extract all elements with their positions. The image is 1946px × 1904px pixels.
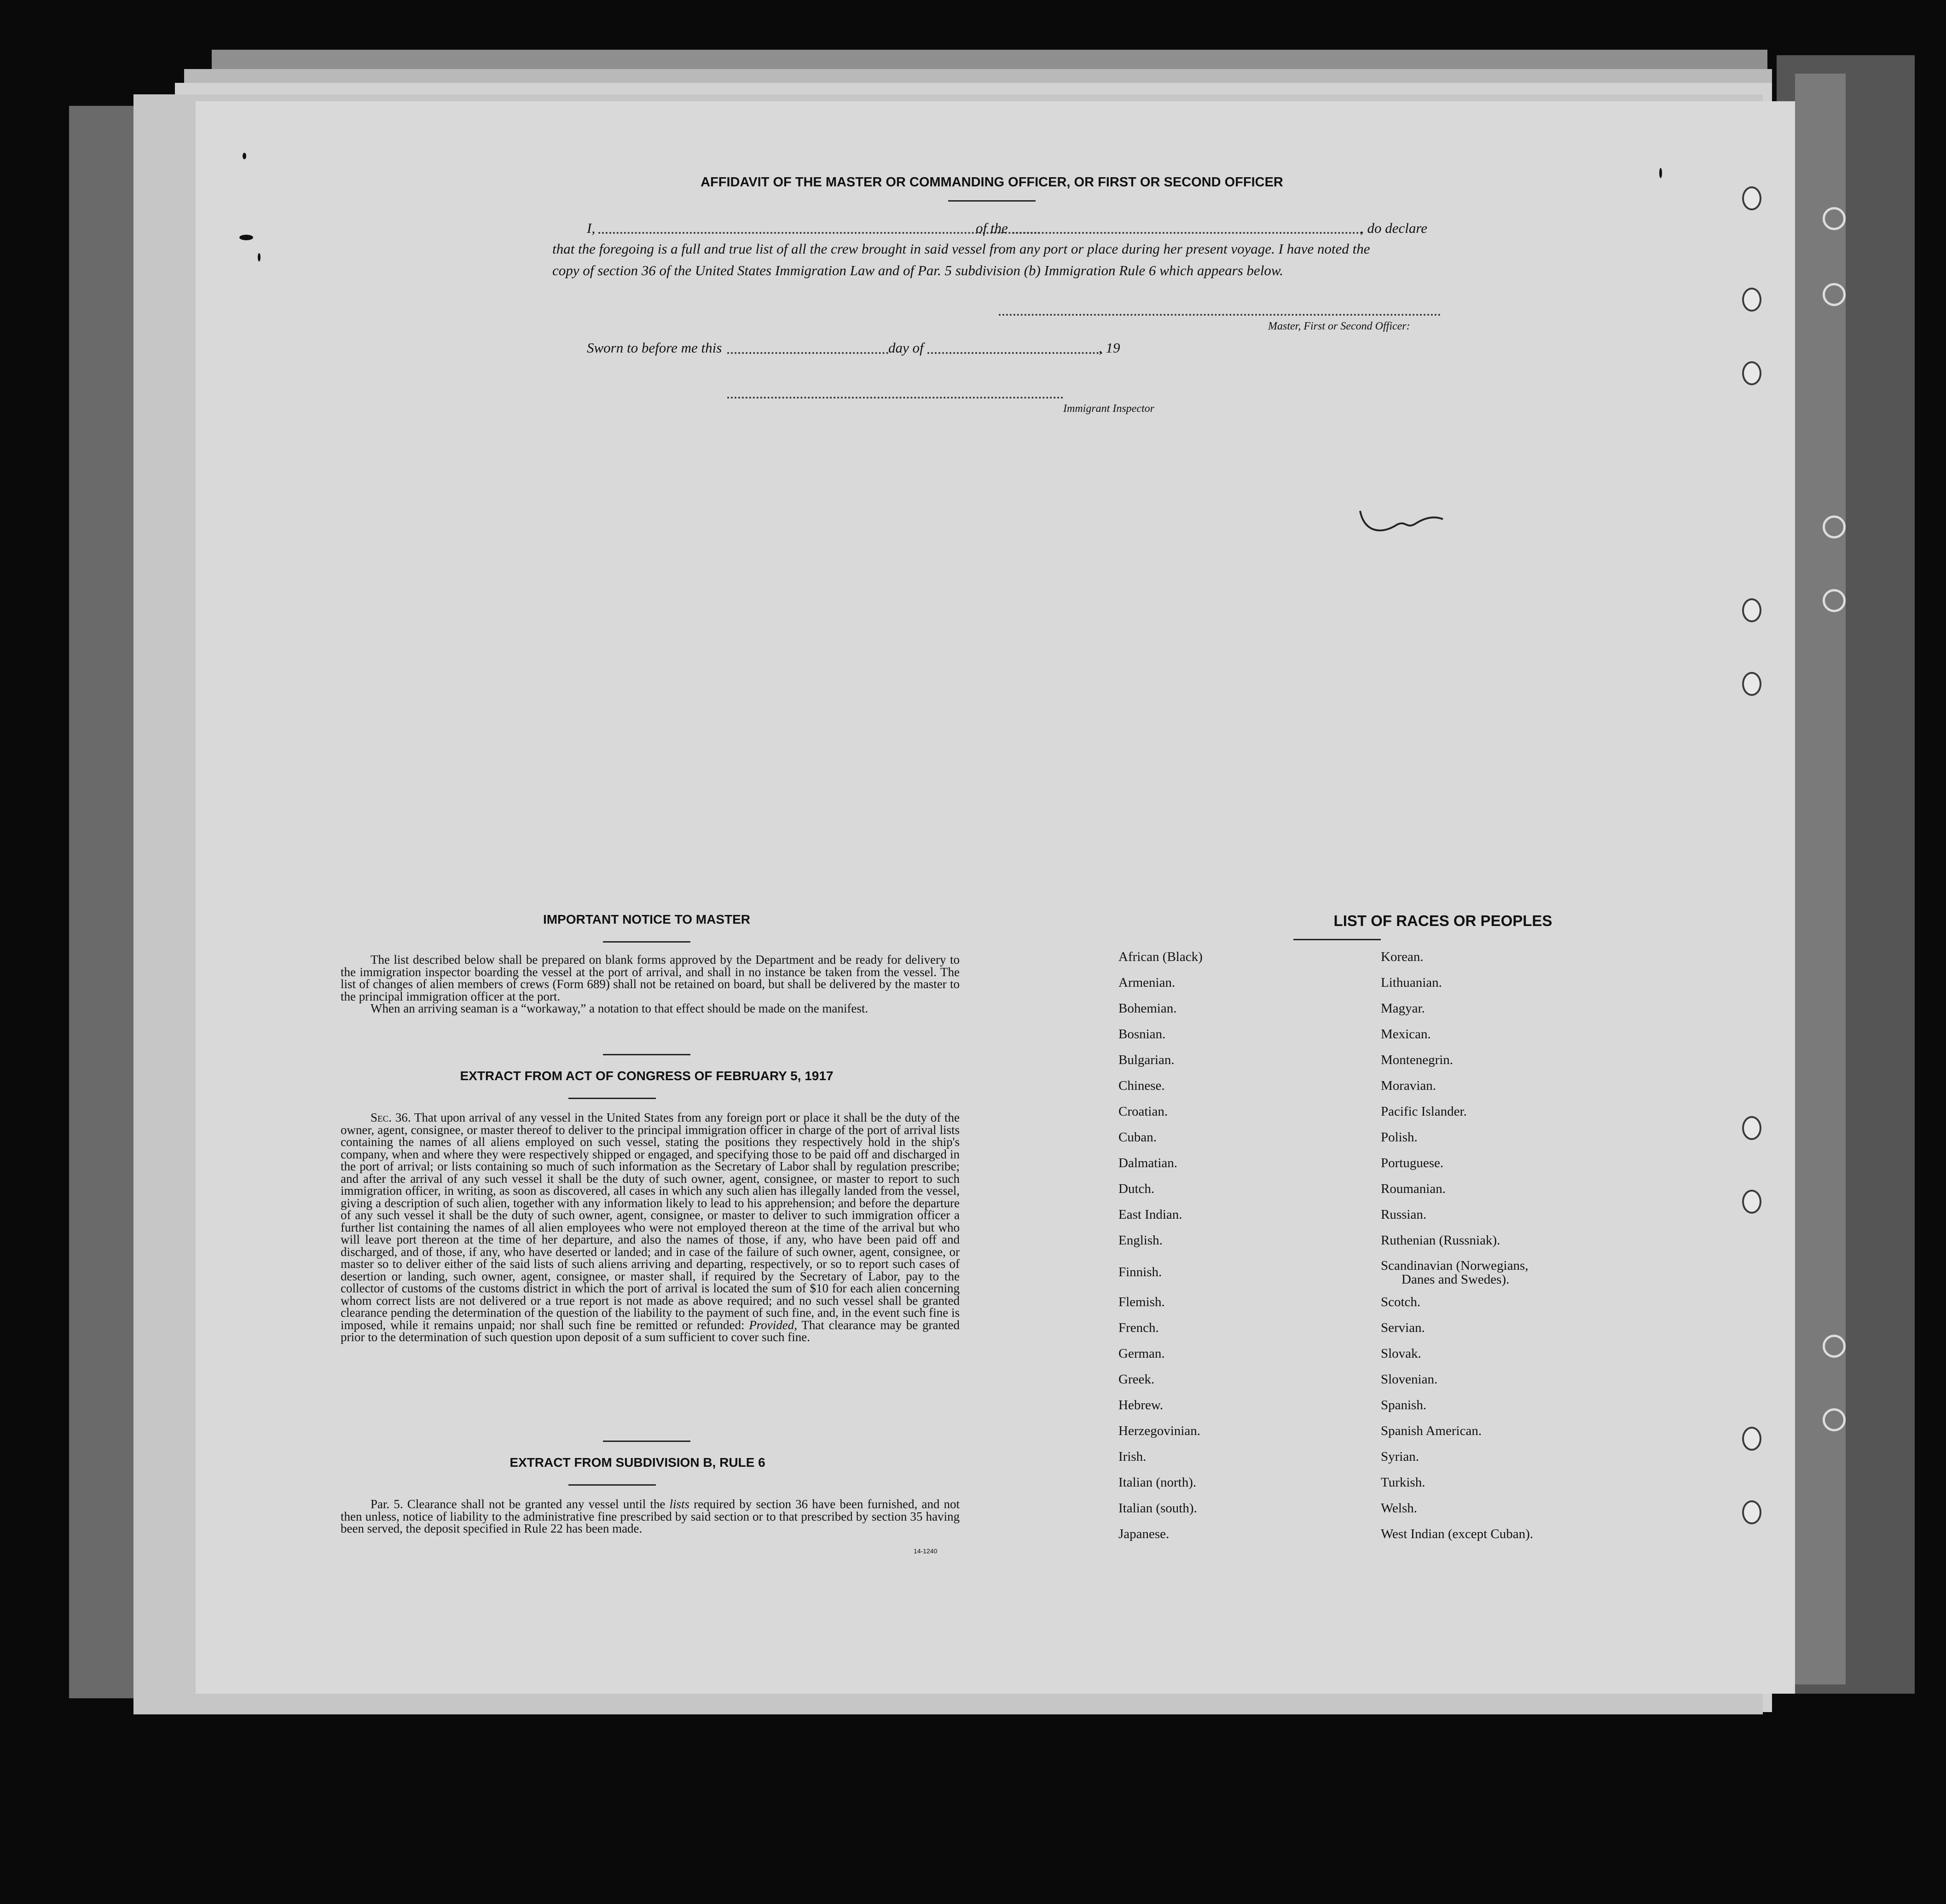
race-item-label: Scandinavian (Norwegians, [1381,1258,1529,1273]
race-item: Flemish. [1118,1295,1165,1309]
master-signature-caption: Master, First or Second Officer: [1268,320,1410,332]
inspector-signature-line[interactable] [727,397,1063,399]
race-item: West Indian (except Cuban). [1381,1527,1534,1541]
lists-word: lists [669,1497,690,1511]
race-item: Spanish. [1381,1398,1427,1412]
race-item: Japanese. [1118,1527,1170,1541]
notice-text [341,954,960,1015]
race-item-label-cont: Danes and Swedes). [1402,1272,1510,1287]
race-item: Bosnian. [1118,1027,1166,1042]
stray-mark [243,153,246,159]
binder-hole [1823,589,1846,612]
race-item: Roumanian. [1381,1181,1446,1196]
sworn-year: , 19 [1099,340,1120,356]
notice-title: IMPORTANT NOTICE TO MASTER [543,912,751,926]
race-item: Ruthenian (Russniak). [1381,1233,1500,1248]
punch-hole [1742,598,1761,622]
affidavit-title: AFFIDAVIT OF THE MASTER OR COMMANDING OFFICER, OR FIRST OR SECOND OFFICER [701,175,1283,190]
race-item [1118,1259,1358,1295]
race-item: German. [1118,1346,1165,1361]
race-item: Hebrew. [1118,1398,1164,1412]
binder-hole [1823,515,1846,538]
rule-6-body-start: Par. 5. Clearance shall not be granted any vessel until the [371,1497,666,1511]
race-item: African (Black) [1118,949,1203,964]
act-top-divider [603,1054,690,1055]
binder-hole [1823,1335,1846,1358]
races-right-column [1381,949,1657,1552]
sworn-day-blank[interactable] [727,352,888,354]
race-item-label: Finnish. [1118,1265,1162,1279]
binder-hole [1823,1408,1846,1431]
section-36-text [341,1111,960,1343]
act-divider [568,1098,656,1099]
race-item: Turkish. [1381,1475,1425,1490]
race-item: Scotch. [1381,1295,1421,1309]
race-item: Pacific Islander. [1381,1104,1467,1119]
affidavit-i-label: I, [587,220,596,236]
race-item: Cuban. [1118,1130,1157,1145]
rule-top-divider [603,1441,690,1442]
section-36-body: That upon arrival of any vessel in the United States from any foreign port or place it shall be the duty of the owner, agent, consignee, or master thereof to deliver to the principal immigration officer in charge of the port of arrival lists containing the names of all aliens employed on such vessel, stating the positions they respectively hold in the ship's company, when and where they were respectively shipped or engaged, and specifying those to be paid off and discharged in the port of arrival; or lists containing so much of such information as the Secretary of Labor shall by regulation prescribe; and after the arrival of any such vessel it shall be the duty of such owner, agent, consignee, or master to report to such immigration officer, in writing, as soon as discovered, all cases in which any such alien has illegally landed from the vessel, giving a description of such alien, together with any information likely to lead to his apprehension; and before the departure of any such vessel it shall be the duty of such owner, agent, consignee, or master to deliver to such immigration officer a further list containing the names of all alien employees who were not employed thereon at the time of the arrival but who will leave port thereon at the time of her departure, and also the names of those, if any, who have been paid off and discharged, and of those, if any, who have deserted or landed; and in case of the failure of such owner, agent, consignee, or master so to deliver either of the said lists of such aliens arriving and departing, respectively, or so to report such cases of desertion or landing, such owner, agent, consignee, or master shall, if required by the Secretary of Labor, pay to the collector of customs of the customs district in which the port of arrival is located the sum of $10 for each alien concerning whom correct lists are not delivered or a true report is not made as above required; and no such vessel shall be granted clearance pending the determination of the question of the liability to the payment of such fine, and, in the event such fine is imposed, while it remains unpaid; nor shall such fine be remitted or refunded: [341,1111,960,1332]
race-item: Italian (south). [1118,1501,1197,1516]
race-item: Dalmatian. [1118,1156,1178,1170]
race-item: Mexican. [1381,1027,1431,1042]
race-item: Magyar. [1381,1001,1425,1016]
punch-hole [1742,1190,1761,1214]
sworn-month-blank[interactable] [927,352,1102,354]
sworn-day-of: day of [888,340,924,356]
race-item: Armenian. [1118,975,1176,990]
race-item: Bohemian. [1118,1001,1177,1016]
form-number: 14-1240 [914,1547,938,1555]
race-item: Polish. [1381,1130,1418,1145]
act-title: EXTRACT FROM ACT OF CONGRESS OF FEBRUARY 5, 1917 [460,1069,834,1083]
race-item: Welsh. [1381,1501,1418,1516]
races-left-column [1118,949,1358,1552]
notice-para-2: When an arriving seaman is a “workaway,” a notation to that effect should be made on the manifest. [371,1001,869,1015]
rule-divider [568,1484,656,1486]
race-item [1381,1259,1657,1295]
notice-para-1: The list described below shall be prepared on blank forms approved by the Department and be ready for delivery to the immigration inspector boarding the vessel at the port of arrival, and shall in no instance be taken from the vessel. The list of changes of alien members of crews (Form 689) shall not be retained on board, but shall be delivered by the master to the principal immigration officer at the port. [341,953,960,1003]
race-item: Greek. [1118,1372,1155,1387]
section-36-body-end: That clearance may be granted prior to the determination of such question upon deposit of a sum sufficient to cover such fine. [341,1318,960,1344]
punch-hole [1742,1500,1761,1524]
race-item: Italian (north). [1118,1475,1197,1490]
race-item: Spanish American. [1381,1424,1482,1438]
race-item: Herzegovinian. [1118,1424,1200,1438]
vessel-blank[interactable] [1013,232,1362,234]
race-item: Bulgarian. [1118,1053,1175,1067]
title-divider [948,200,1036,202]
race-item: Chinese. [1118,1078,1165,1093]
affidavit-declare-label: , do declare [1360,220,1428,236]
binder-hole [1823,207,1846,230]
handwritten-mark [1355,506,1448,543]
race-item: Croatian. [1118,1104,1168,1119]
inspector-caption: Immigrant Inspector [1063,403,1154,415]
race-item: Irish. [1118,1449,1147,1464]
race-item: Montenegrin. [1381,1053,1454,1067]
race-item: Syrian. [1381,1449,1419,1464]
race-item: Russian. [1381,1207,1427,1222]
punch-hole [1742,288,1761,312]
punch-hole [1742,1116,1761,1140]
stray-mark [258,253,261,261]
punch-hole [1742,1427,1761,1451]
race-item: Portuguese. [1381,1156,1444,1170]
punch-hole [1742,361,1761,385]
race-item: Lithuanian. [1381,975,1442,990]
affidavit-line-2: that the foregoing is a full and true list of all the crew brought in said vessel from any port or place during her present voyage. I have noted the [552,241,1370,257]
race-item: French. [1118,1320,1159,1335]
rule-title: EXTRACT FROM SUBDIVISION B, RULE 6 [510,1455,765,1470]
provided-word: Provided, [749,1318,798,1332]
rule-6-body-end: required by section 36 have been furnished, and not then unless, notice of liability to the administrative fine prescribed by said section or to that prescribed by section 35 having been served, the deposit specified in Rule 22 has been made. [341,1497,960,1535]
binder-board [1795,74,1846,1684]
section-label: Sec. 36. [371,1111,411,1124]
sworn-prefix: Sworn to before me this [587,340,722,356]
race-item: East Indian. [1118,1207,1182,1222]
punch-hole [1742,672,1761,696]
race-item: Korean. [1381,949,1424,964]
affidavit-of-the-label: of the [976,220,1008,236]
name-blank[interactable] [598,232,1040,234]
race-item: Servian. [1381,1320,1425,1335]
race-item: English. [1118,1233,1163,1248]
stray-mark [239,235,253,240]
race-item: Dutch. [1118,1181,1155,1196]
race-item: Moravian. [1381,1078,1436,1093]
race-item: Slovenian. [1381,1372,1438,1387]
rule-6-text [341,1498,960,1535]
master-signature-line[interactable] [999,314,1441,316]
races-divider [1293,939,1381,940]
binder-hole [1823,283,1846,306]
race-item: Slovak. [1381,1346,1421,1361]
races-title: LIST OF RACES OR PEOPLES [1333,912,1552,929]
notice-divider [603,941,690,943]
affidavit-line-3: copy of section 36 of the United States Immigration Law and of Par. 5 subdivision (b) Immigration Rule 6 which appears below. [552,262,1284,278]
manifest-page [196,101,1795,1694]
